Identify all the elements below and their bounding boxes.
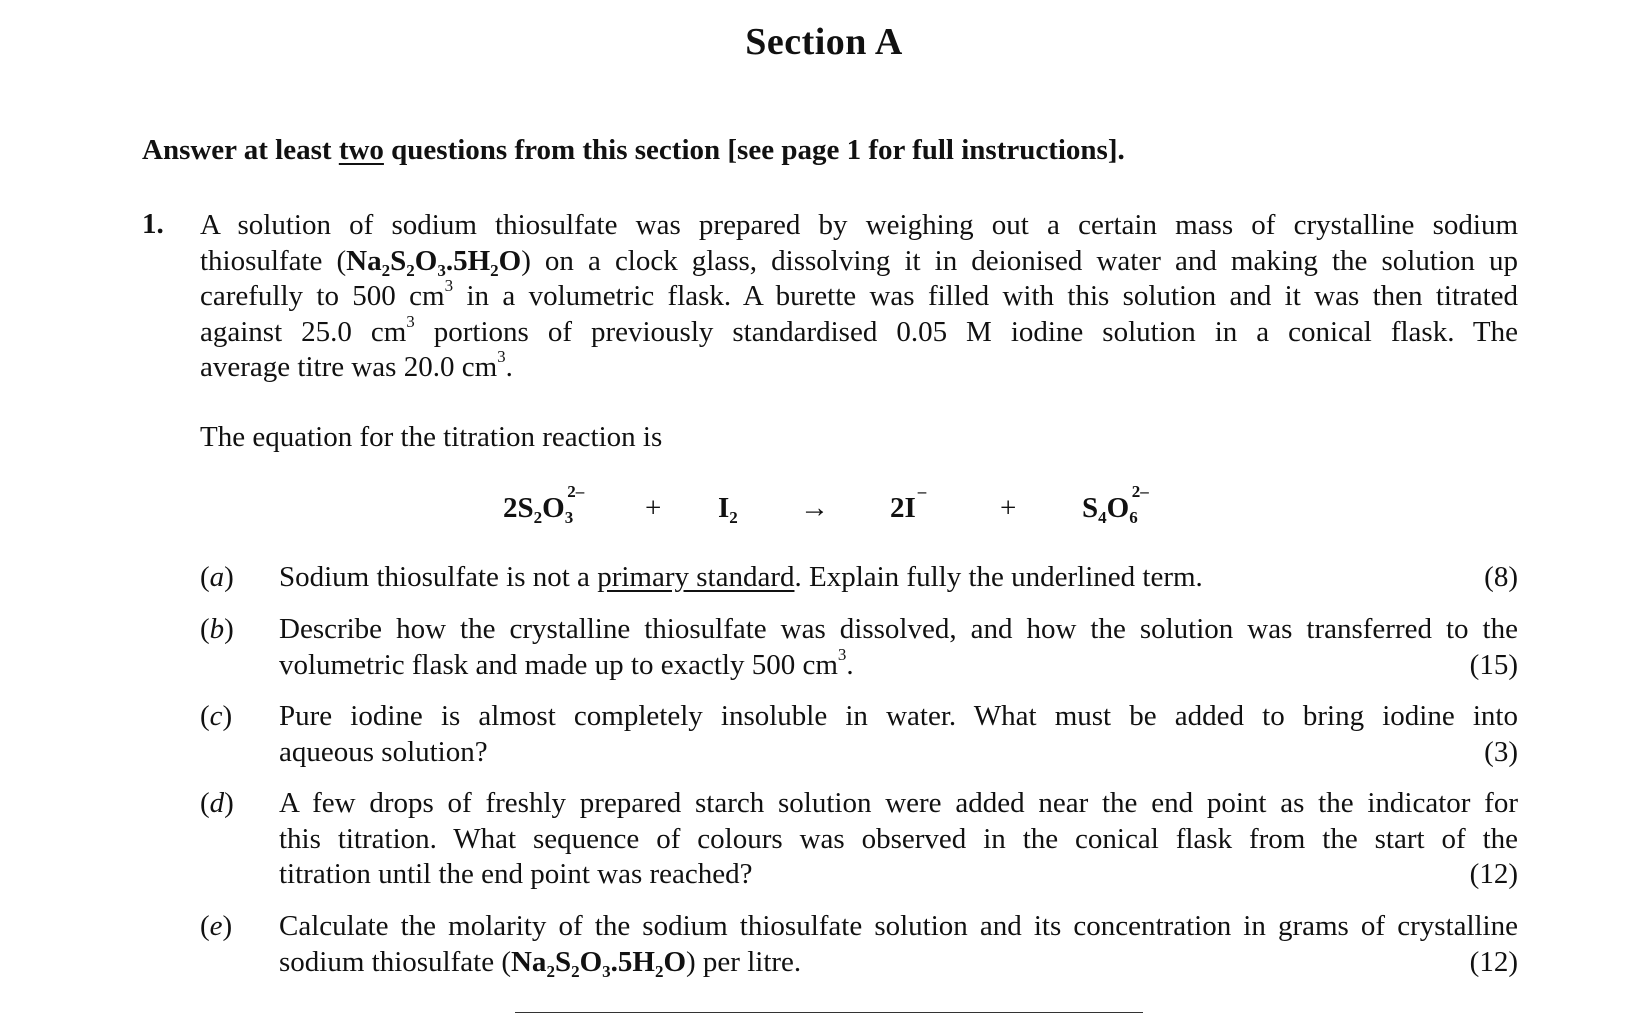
part-d-line-1: A few drops of freshly prepared starch solution were added near the end point as the indicator for (279, 787, 1518, 819)
part-e-line-2: (12) sodium thiosulfate $(Na_2S_2O_3.5H_2O)$ per litre. (279, 945, 1518, 981)
intro-line-1: A solution of sodium thiosulfate was prepared by weighing out a certain mass of crystalline sodium (200, 209, 1518, 241)
part-a: (a) (8) Sodium thiosulfate is not a primary standard. Explain fully the underlined term. (200, 560, 1518, 596)
end-rule (515, 1012, 1143, 1013)
intro-line-2: thiosulfate $(Na_2S_2O_3.5H_2O)$ on a clock glass, dissolving it in deionised water and making the solution up (200, 244, 1519, 280)
equation-iodine: $I_2$ (718, 492, 738, 527)
intro-line-4: against 25.0 $cm^3$ portions of previously standardised 0.05 M iodine solution in a conical flask. The (200, 311, 1519, 348)
part-d (200, 786, 1518, 893)
part-c-marks: (3) (1484, 735, 1518, 768)
part-b-line-1: Describe how the crystalline thiosulfate was dissolved, and how the solution was transferred to the (279, 613, 1518, 645)
part-b-line-2: (15) volumetric flask and made up to exactly 500 $cm^3$. (279, 648, 1518, 684)
question-intro (200, 208, 1518, 386)
instructions (142, 134, 1125, 167)
equation-plus-1: + (645, 492, 662, 524)
part-b (200, 612, 1518, 683)
instructions-emphasis: two (338, 134, 384, 166)
equation-thiosulfate: $2S_2O_3^{2-}$ (503, 482, 585, 527)
intro-line-3: carefully to 500 $cm^3$ in a volumetric flask. A burette was filled with this solution and it was then titrated (200, 276, 1519, 312)
part-a-label: (a) (200, 561, 234, 593)
part-c (200, 699, 1518, 770)
part-a-marks: (8) (1484, 561, 1518, 593)
titration-equation (0, 476, 1648, 536)
part-d-line-3: (12) titration until the end point was reached? (279, 857, 1518, 893)
equation-lead: The equation for the titration reaction is (200, 421, 663, 453)
part-e-line-1: Calculate the molarity of the sodium thiosulfate solution and its concentration in grams of crystalline (279, 910, 1518, 942)
part-d-marks: (12) (1469, 858, 1518, 890)
part-e (200, 909, 1518, 980)
instructions-after: questions from this section [see page 1 for full instructions]. (383, 134, 1125, 166)
equation-tetrathionate: $S_4O_6^{2-}$ (1082, 482, 1149, 527)
primary-standard-term: primary standard (597, 561, 795, 593)
part-c-line-2: (3) aqueous solution? (279, 735, 1518, 771)
part-c-line-1: Pure iodine is almost completely insoluble in water. What must be added to bring iodine into (279, 700, 1518, 732)
equation-plus-2: + (1000, 492, 1017, 524)
intro-line-5: average titre was 20.0 $cm^3$. (200, 347, 513, 383)
question-number: 1. (142, 208, 164, 240)
part-e-marks: (12) (1469, 945, 1518, 978)
section-title: Section A (745, 21, 903, 63)
part-e-label: (e) (200, 910, 233, 942)
part-b-label: (b) (200, 613, 234, 645)
instructions-before: Answer at least (142, 134, 339, 166)
part-d-label: (d) (200, 787, 234, 819)
part-c-label: (c) (200, 700, 233, 732)
equation-arrow: → (800, 492, 829, 524)
part-b-marks: (15) (1469, 648, 1518, 681)
equation-iodide: 2I– (890, 482, 927, 524)
formula-sodium-thiosulfate: $Na_2S_2O_3.5H_2O$ (346, 244, 522, 280)
part-d-line-2: this titration. What sequence of colours was observed in the conical flask from the start of the (279, 822, 1518, 855)
formula-sodium-thiosulfate-2: $Na_2S_2O_3.5H_2O$ (510, 945, 687, 981)
